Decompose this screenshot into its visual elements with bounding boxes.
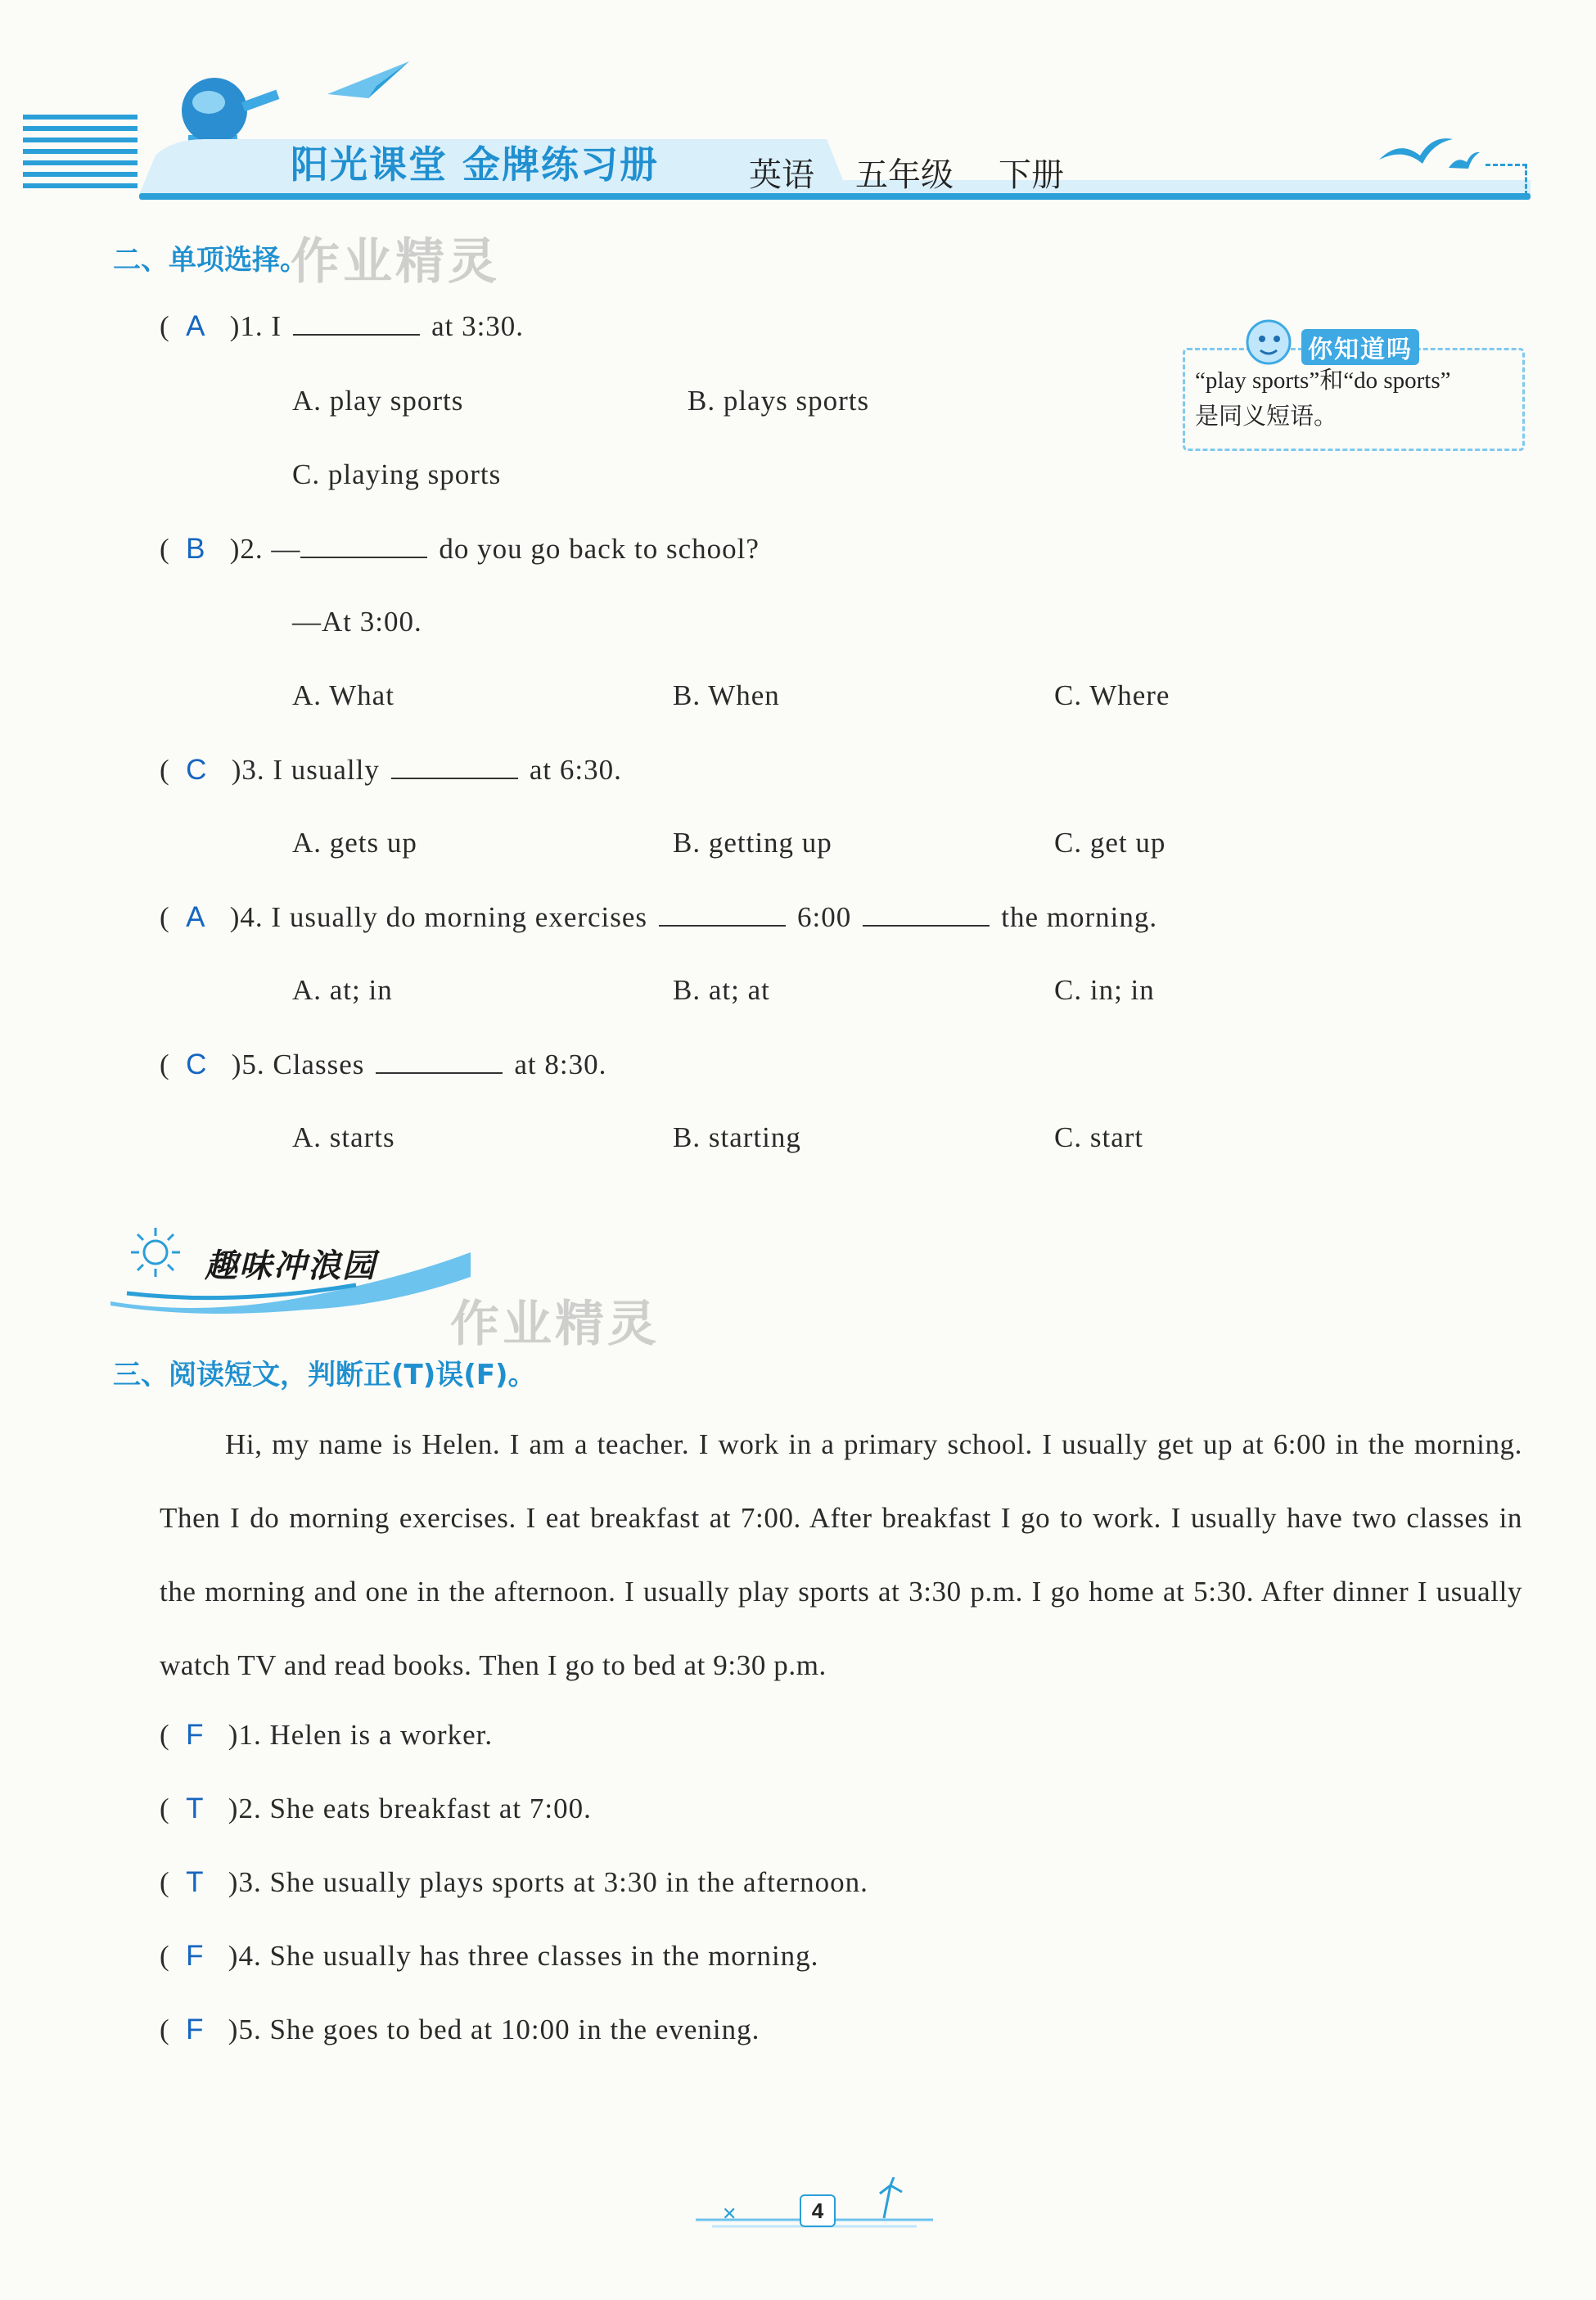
cartoon-animal-icon — [1236, 311, 1301, 368]
blank — [863, 900, 990, 927]
judgment-4: ( F )4. She usually has three classes in the morning. — [160, 1940, 819, 1972]
answer: T — [186, 1793, 205, 1824]
answer: C — [186, 754, 208, 786]
question-2-reply: —At 3:00. — [292, 606, 422, 638]
tip-line-2: 是同义短语。 — [1195, 404, 1338, 430]
svg-text:✕: ✕ — [722, 2204, 737, 2225]
seagull-icon — [1375, 123, 1481, 180]
option-c: C. Where — [1054, 679, 1170, 711]
blank — [293, 309, 420, 336]
question-3: ( C )3. I usually at 6:30. — [160, 754, 622, 786]
volume-label: 下册 — [999, 156, 1064, 194]
judgment-2: ( T )2. She eats breakfast at 7:00. — [160, 1793, 592, 1824]
answer: T — [186, 1866, 205, 1898]
question-5: ( C )5. Classes at 8:30. — [160, 1049, 607, 1080]
option-c: C. start — [1054, 1121, 1144, 1153]
judgment-1: ( F )1. Helen is a worker. — [160, 1719, 494, 1751]
question-1: ( A )1. I at 3:30. — [160, 310, 525, 342]
judgment-5: ( F )5. She goes to bed at 10:00 in the evening. — [160, 2014, 760, 2045]
option-a: A. play sports — [292, 385, 464, 417]
section-2-title: 二、单项选择。 — [113, 244, 308, 277]
option-c: C. playing sports — [292, 458, 502, 490]
page-number: 4 — [800, 2194, 836, 2227]
judgment-3: ( T )3. She usually plays sports at 3:30 in the afternoon. — [160, 1866, 868, 1898]
answer: F — [186, 1719, 205, 1751]
question-4: ( A )4. I usually do morning exercises 6:00 the morning. — [160, 901, 1158, 933]
paper-plane-icon — [319, 53, 417, 102]
question-2: ( B )2. — do you go back to school? — [160, 533, 760, 565]
watermark: 作业精灵 — [450, 1296, 660, 1353]
section-3-title: 三、阅读短文，判断正(T)误(F)。 — [113, 1359, 536, 1391]
option-a: A. at; in — [292, 974, 393, 1006]
answer: F — [186, 1940, 205, 1972]
option-b: B. When — [673, 679, 780, 711]
option-b: B. at; at — [673, 974, 770, 1006]
blank — [391, 753, 518, 779]
grade-label: 五年级 — [855, 156, 954, 194]
answer: B — [186, 533, 206, 565]
blank — [659, 900, 786, 927]
option-b: B. starting — [673, 1121, 801, 1153]
reading-passage: Hi, my name is Helen. I am a teacher. I work in a primary school. I usually get up at 6:00 in the morning. Then I do morning exercises. I eat breakfast at 7:00. After breakfast I go to work. I usually have two classes in the morning and one in the afternoon. I usually play sports at 3:30 p.m. I go home at 5:30. After dinner I usually watch TV and read books. Then I go to bed at 9:30 p.m. — [160, 1428, 1522, 1681]
answer: A — [186, 901, 206, 933]
option-b: B. getting up — [673, 827, 832, 859]
fun-banner-title: 趣味冲浪园 — [205, 1247, 376, 1285]
sun-icon — [127, 1224, 184, 1281]
watermark: 作业精灵 — [291, 233, 500, 291]
option-c: C. get up — [1054, 827, 1166, 859]
option-a: A. What — [292, 679, 394, 711]
header-underline — [139, 193, 1531, 200]
option-b: B. plays sports — [688, 385, 870, 417]
blank — [376, 1048, 503, 1074]
header-corner-decoration — [1486, 164, 1527, 196]
option-a: A. starts — [292, 1121, 395, 1153]
blank — [300, 532, 427, 558]
book-title: 阳光课堂 金牌练习册 — [291, 142, 660, 187]
subject-label: 英语 — [749, 156, 814, 194]
tip-line-1: “play sports”和“do sports” — [1195, 368, 1451, 394]
option-c: C. in; in — [1054, 974, 1155, 1006]
header-stripes — [23, 115, 138, 196]
answer: F — [186, 2014, 205, 2045]
answer: A — [186, 310, 206, 342]
tip-title: 你知道吗 — [1301, 329, 1419, 365]
option-a: A. gets up — [292, 827, 417, 859]
answer: C — [186, 1049, 208, 1080]
